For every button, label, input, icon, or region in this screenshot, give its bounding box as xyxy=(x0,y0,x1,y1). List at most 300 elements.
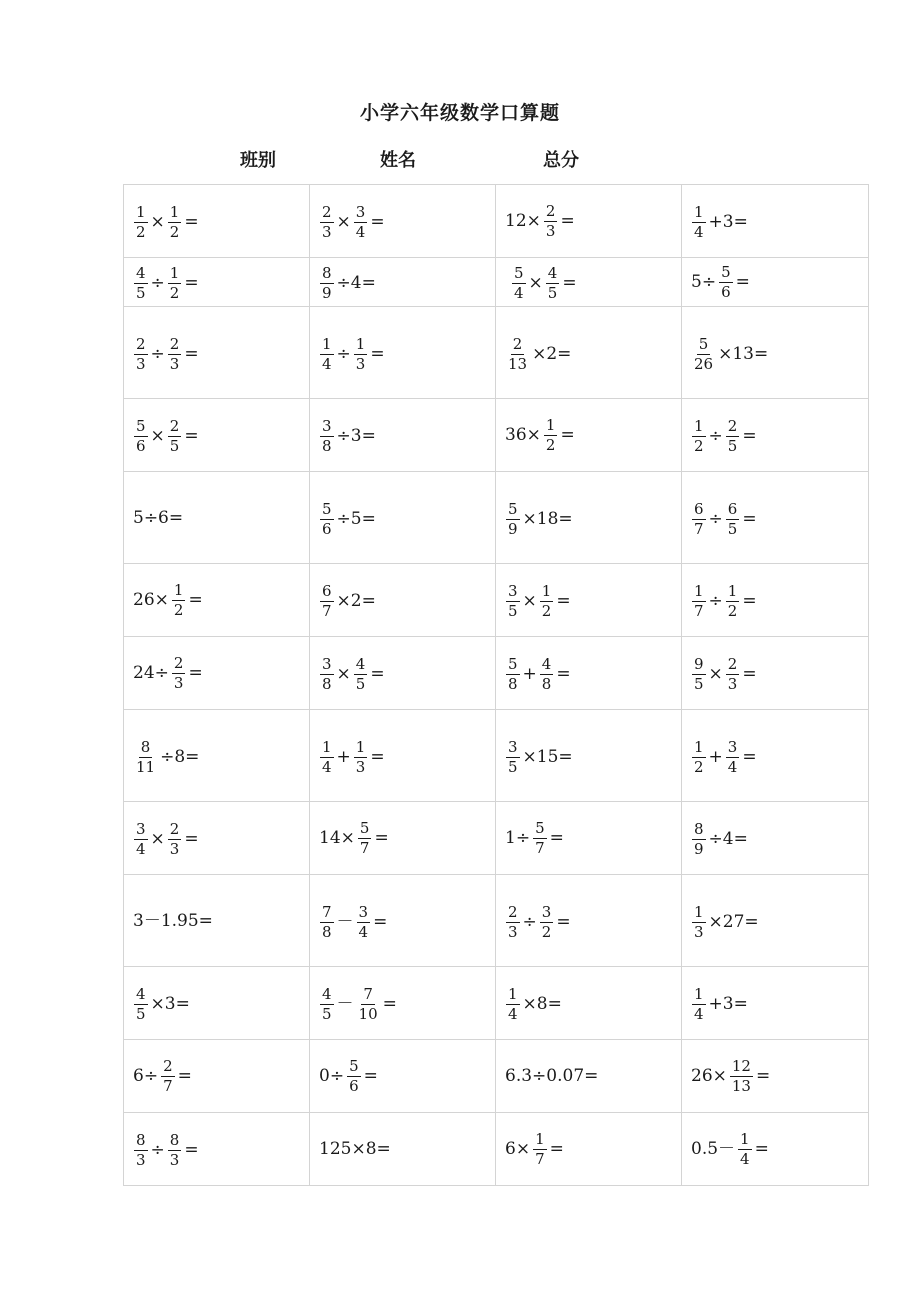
arithmetic-expression xyxy=(504,737,574,776)
problem-cell xyxy=(124,710,310,802)
fraction xyxy=(320,657,334,692)
fraction-denominator: 6 xyxy=(322,519,332,538)
arithmetic-expression xyxy=(504,201,576,240)
expression-text: × xyxy=(522,591,537,611)
problem-cell xyxy=(496,1113,682,1186)
fraction xyxy=(692,205,706,240)
problem-cell xyxy=(124,399,310,472)
fraction-denominator: 7 xyxy=(359,838,370,857)
expression-text: = xyxy=(184,829,199,849)
expression-text: = xyxy=(742,426,757,446)
fraction-numerator: 5 xyxy=(721,262,731,281)
expression-text: = xyxy=(184,212,199,232)
arithmetic-expression xyxy=(132,419,200,454)
fraction xyxy=(738,1129,752,1168)
fraction-numerator: 3 xyxy=(136,820,146,838)
expression-text: ÷ xyxy=(708,591,723,611)
fraction-denominator: 6 xyxy=(721,282,731,301)
fraction-denominator: 3 xyxy=(169,354,180,373)
expression-text: 5÷ xyxy=(691,271,717,292)
fraction-denominator: 5 xyxy=(727,519,738,538)
expression-text: = xyxy=(382,994,397,1014)
fraction-denominator: 4 xyxy=(508,1005,518,1023)
fraction xyxy=(726,499,740,538)
fraction xyxy=(512,266,526,301)
fraction xyxy=(506,902,520,941)
fraction-denominator: 7 xyxy=(694,602,704,620)
arithmetic-expression xyxy=(690,262,751,301)
problem-cell xyxy=(496,710,682,802)
fraction xyxy=(546,266,560,301)
fraction-denominator: 7 xyxy=(322,602,332,620)
problem-cell xyxy=(124,637,310,710)
arithmetic-expression xyxy=(504,657,572,692)
fraction-numerator: 1 xyxy=(322,334,332,353)
fraction-numerator: 3 xyxy=(322,417,332,435)
problem-row xyxy=(124,185,869,258)
fraction-numerator: 3 xyxy=(541,902,552,921)
expression-text: ÷ xyxy=(522,911,537,932)
fraction-denominator: 8 xyxy=(508,675,518,693)
arithmetic-expression xyxy=(690,334,769,373)
fraction xyxy=(533,1129,547,1168)
fraction-numerator: 1 xyxy=(694,203,704,221)
problem-row xyxy=(124,967,869,1040)
fraction-numerator: 2 xyxy=(322,203,332,221)
fraction xyxy=(134,266,148,301)
problem-cell xyxy=(310,564,496,637)
fraction xyxy=(506,987,520,1022)
fraction-denominator: 3 xyxy=(727,675,738,693)
fraction xyxy=(320,419,334,454)
expression-text: = xyxy=(549,1138,564,1159)
expression-text: = xyxy=(177,1065,192,1086)
arithmetic-expression xyxy=(318,1141,392,1158)
expression-text: 5÷6= xyxy=(133,507,184,528)
problem-cell xyxy=(124,1113,310,1186)
fraction xyxy=(354,205,368,240)
problem-row xyxy=(124,258,869,307)
fraction-denominator: 7 xyxy=(163,1076,173,1095)
arithmetic-expression xyxy=(504,334,572,373)
expression-text: ÷5= xyxy=(336,508,376,529)
fraction xyxy=(320,987,334,1022)
fraction xyxy=(692,902,706,941)
expression-text: 3－1.95= xyxy=(133,910,213,931)
expression-text: = xyxy=(374,827,389,848)
fraction-numerator: 5 xyxy=(508,655,518,673)
arithmetic-expression xyxy=(690,822,749,857)
problem-row xyxy=(124,472,869,564)
fraction-numerator: 1 xyxy=(169,203,180,221)
problem-cell xyxy=(682,637,869,710)
expression-text: ÷ xyxy=(150,1140,165,1160)
fraction-denominator: 5 xyxy=(136,1005,146,1023)
arithmetic-expression xyxy=(318,584,377,619)
problem-cell xyxy=(310,875,496,967)
fraction-denominator: 4 xyxy=(514,284,524,302)
problem-cell xyxy=(124,1040,310,1113)
problem-cell xyxy=(124,802,310,875)
arithmetic-expression xyxy=(132,1133,200,1168)
fraction-denominator: 9 xyxy=(322,284,332,302)
arithmetic-expression xyxy=(318,987,398,1022)
expression-text: = xyxy=(363,1065,378,1086)
fraction xyxy=(540,584,554,619)
fraction-denominator: 4 xyxy=(136,840,146,858)
fraction xyxy=(726,737,740,776)
expression-text: 24÷ xyxy=(133,662,169,683)
fraction-numerator: 7 xyxy=(322,902,332,921)
arithmetic-expression xyxy=(318,818,390,857)
expression-text: = xyxy=(742,664,757,684)
fraction xyxy=(168,266,182,301)
expression-text: － xyxy=(336,994,354,1014)
expression-text: = xyxy=(556,664,571,684)
fraction-numerator: 3 xyxy=(727,737,738,756)
fraction-denominator: 7 xyxy=(694,519,704,538)
fraction-denominator: 11 xyxy=(136,757,156,776)
expression-text: ×3= xyxy=(150,994,190,1014)
fraction-numerator: 5 xyxy=(698,334,709,353)
fraction-numerator: 2 xyxy=(136,334,146,353)
problem-row xyxy=(124,637,869,710)
arithmetic-expression xyxy=(504,902,572,941)
fraction-denominator: 6 xyxy=(136,437,146,455)
fraction xyxy=(506,657,520,692)
fraction-numerator: 4 xyxy=(136,264,146,282)
fraction xyxy=(506,334,529,373)
fraction-denominator: 2 xyxy=(169,223,180,241)
fraction-numerator: 4 xyxy=(136,985,146,1003)
fraction xyxy=(726,584,740,619)
fraction-denominator: 13 xyxy=(731,1076,751,1095)
fraction-numerator: 1 xyxy=(355,737,366,756)
expression-text: = xyxy=(562,273,577,293)
problem-cell xyxy=(496,185,682,258)
arithmetic-expression xyxy=(132,1056,193,1095)
fraction-denominator: 5 xyxy=(508,757,518,776)
problem-cell xyxy=(310,710,496,802)
fraction-numerator: 1 xyxy=(541,582,552,600)
fraction-denominator: 4 xyxy=(727,757,738,776)
problem-cell xyxy=(310,967,496,1040)
expression-text: = xyxy=(755,1065,771,1086)
expression-text: × xyxy=(708,664,723,684)
problem-cell xyxy=(682,399,869,472)
page-title: 小学六年级数学口算题 xyxy=(359,102,560,124)
problem-cell xyxy=(310,1040,496,1113)
fraction xyxy=(172,653,186,692)
fraction-numerator: 1 xyxy=(169,264,180,282)
expression-text: = xyxy=(556,911,571,932)
expression-text: ×2= xyxy=(532,343,572,364)
fraction xyxy=(320,334,334,373)
fraction-denominator: 4 xyxy=(322,354,332,373)
arithmetic-expression xyxy=(318,205,386,240)
expression-text: + xyxy=(522,664,537,684)
fraction-denominator: 4 xyxy=(355,223,366,241)
fraction xyxy=(354,737,368,776)
fraction xyxy=(692,419,706,454)
problem-cell xyxy=(124,967,310,1040)
arithmetic-expression xyxy=(504,499,574,538)
fraction-denominator: 3 xyxy=(545,221,556,240)
fraction-denominator: 5 xyxy=(322,1005,332,1023)
expression-text: ÷4= xyxy=(336,273,376,293)
arithmetic-expression xyxy=(132,580,204,619)
arithmetic-expression xyxy=(690,987,749,1022)
fraction-denominator: 7 xyxy=(535,1149,545,1168)
problem-cell xyxy=(310,1113,496,1186)
expression-text: = xyxy=(184,426,199,446)
fraction-numerator: 3 xyxy=(508,737,518,756)
arithmetic-expression xyxy=(132,334,200,373)
expression-text: ÷4= xyxy=(708,829,748,849)
fraction xyxy=(134,205,148,240)
expression-text: ÷8= xyxy=(160,746,200,767)
expression-text: = xyxy=(742,591,757,611)
fraction xyxy=(692,987,706,1022)
arithmetic-expression xyxy=(318,266,377,301)
arithmetic-expression xyxy=(132,205,200,240)
problem-cell xyxy=(682,710,869,802)
fraction xyxy=(320,737,334,776)
arithmetic-expression xyxy=(318,334,386,373)
arithmetic-expression xyxy=(690,657,758,692)
fraction-denominator: 6 xyxy=(349,1076,359,1095)
fraction xyxy=(168,205,182,240)
problem-cell xyxy=(682,472,869,564)
expression-text: ×27= xyxy=(708,911,759,932)
expression-text: = xyxy=(184,273,199,293)
arithmetic-expression xyxy=(132,987,191,1022)
fraction-numerator: 2 xyxy=(163,1056,173,1075)
expression-text: ×15= xyxy=(522,746,573,767)
expression-text: × xyxy=(336,664,351,684)
expression-text: = xyxy=(549,827,564,848)
fraction xyxy=(692,499,706,538)
fraction-denominator: 2 xyxy=(545,435,556,454)
expression-text: = xyxy=(556,591,571,611)
arithmetic-expression xyxy=(504,1129,565,1168)
fraction xyxy=(692,584,706,619)
fraction-numerator: 2 xyxy=(169,334,180,353)
fraction-numerator: 1 xyxy=(545,415,556,434)
fraction xyxy=(320,584,334,619)
problem-cell xyxy=(496,564,682,637)
fraction-numerator: 4 xyxy=(355,655,366,673)
fraction-denominator: 3 xyxy=(169,840,180,858)
expression-text: = xyxy=(370,343,385,364)
fraction-numerator: 8 xyxy=(136,1131,146,1149)
expression-text: = xyxy=(742,746,757,767)
arithmetic-expression xyxy=(690,1056,771,1095)
fraction xyxy=(320,205,334,240)
fraction xyxy=(540,657,554,692)
fraction xyxy=(134,822,148,857)
fraction-denominator: 4 xyxy=(694,223,704,241)
problem-row xyxy=(124,875,869,967)
fraction xyxy=(134,987,148,1022)
fraction-denominator: 2 xyxy=(694,757,704,776)
problem-cell xyxy=(310,399,496,472)
fraction-numerator: 1 xyxy=(694,417,704,435)
arithmetic-expression xyxy=(132,266,200,301)
expression-text: ÷ xyxy=(336,343,351,364)
fraction-denominator: 3 xyxy=(694,922,704,941)
fraction-denominator: 5 xyxy=(355,675,366,693)
fraction-denominator: 3 xyxy=(355,757,366,776)
problem-cell xyxy=(496,258,682,307)
fraction xyxy=(692,657,706,692)
arithmetic-expression xyxy=(318,419,377,454)
fraction-numerator: 1 xyxy=(740,1129,750,1148)
fraction xyxy=(172,580,186,619)
fraction-denominator: 8 xyxy=(322,922,332,941)
fraction-numerator: 8 xyxy=(169,1131,180,1149)
fraction-denominator: 2 xyxy=(694,437,704,455)
expression-text: × xyxy=(150,212,165,232)
expression-text: × xyxy=(150,829,165,849)
problem-cell xyxy=(682,307,869,399)
fraction-numerator: 3 xyxy=(322,655,332,673)
problem-cell xyxy=(682,967,869,1040)
fraction-denominator: 3 xyxy=(508,922,518,941)
problem-cell xyxy=(310,258,496,307)
problem-cell xyxy=(124,472,310,564)
fraction-numerator: 5 xyxy=(508,499,518,518)
fraction-numerator: 3 xyxy=(508,582,518,600)
arithmetic-expression xyxy=(132,653,204,692)
problem-cell xyxy=(124,875,310,967)
expression-text: 1÷ xyxy=(505,827,531,848)
fraction xyxy=(320,266,334,301)
arithmetic-expression xyxy=(504,415,576,454)
problem-row xyxy=(124,802,869,875)
problem-cell xyxy=(124,185,310,258)
fraction-denominator: 9 xyxy=(694,840,704,858)
fraction-numerator: 1 xyxy=(535,1129,545,1148)
arithmetic-expression xyxy=(690,737,758,776)
expression-text: × xyxy=(336,212,351,232)
expression-text: 6.3÷0.07= xyxy=(505,1066,599,1086)
fraction-denominator: 13 xyxy=(508,354,528,373)
arithmetic-expression xyxy=(504,1068,599,1085)
fraction-numerator: 5 xyxy=(349,1056,359,1075)
expression-text: ÷ xyxy=(708,426,723,446)
expression-text: = xyxy=(754,1138,769,1159)
fraction-numerator: 6 xyxy=(694,499,704,518)
problem-cell xyxy=(124,307,310,399)
fraction xyxy=(357,902,371,941)
expression-text: 36× xyxy=(505,424,541,445)
expression-text: = xyxy=(370,746,385,767)
expression-text: = xyxy=(560,210,575,231)
fraction xyxy=(161,1056,175,1095)
fraction-denominator: 5 xyxy=(136,284,146,302)
fraction-numerator: 8 xyxy=(694,820,704,838)
problem-row xyxy=(124,1040,869,1113)
expression-text: = xyxy=(184,343,199,364)
fraction-numerator: 1 xyxy=(694,737,704,756)
fraction xyxy=(134,1133,148,1168)
problem-row xyxy=(124,1113,869,1186)
fraction xyxy=(168,822,182,857)
problem-cell xyxy=(682,564,869,637)
problem-row xyxy=(124,307,869,399)
problem-cell xyxy=(310,307,496,399)
arithmetic-expression xyxy=(318,902,388,941)
expression-text: + xyxy=(336,746,351,767)
fraction xyxy=(533,818,547,857)
fraction-denominator: 9 xyxy=(508,519,518,538)
fraction xyxy=(719,262,733,301)
fraction-numerator: 1 xyxy=(173,580,184,599)
fraction-denominator: 2 xyxy=(727,602,738,620)
problem-cell xyxy=(124,258,310,307)
fraction-denominator: 5 xyxy=(547,284,558,302)
expression-text: = xyxy=(370,664,385,684)
arithmetic-expression xyxy=(690,1129,770,1168)
arithmetic-expression xyxy=(690,205,749,240)
fraction-numerator: 1 xyxy=(694,582,704,600)
fraction-numerator: 2 xyxy=(727,417,738,435)
arithmetic-expression xyxy=(132,737,200,776)
expression-text: = xyxy=(188,662,203,683)
fraction-denominator: 4 xyxy=(694,1005,704,1023)
expression-text: = xyxy=(560,424,575,445)
fraction-numerator: 5 xyxy=(535,818,545,837)
expression-text: 26× xyxy=(691,1065,727,1086)
problem-cell xyxy=(682,185,869,258)
fraction-denominator: 5 xyxy=(694,675,704,693)
fraction xyxy=(358,818,372,857)
fraction-denominator: 2 xyxy=(173,600,184,619)
fraction-numerator: 1 xyxy=(322,737,332,756)
expression-text: + xyxy=(708,746,723,767)
fraction-denominator: 2 xyxy=(136,223,146,241)
problem-table xyxy=(123,184,869,1186)
problem-cell xyxy=(310,185,496,258)
fraction-numerator: 8 xyxy=(322,264,332,282)
problem-row xyxy=(124,710,869,802)
fraction-denominator: 2 xyxy=(541,602,552,620)
fraction xyxy=(540,902,554,941)
problem-cell xyxy=(310,472,496,564)
fraction xyxy=(168,334,182,373)
expression-text: × xyxy=(150,426,165,446)
fraction-numerator: 2 xyxy=(512,334,523,353)
expression-text: 0÷ xyxy=(319,1065,345,1086)
fraction xyxy=(506,584,520,619)
fraction-denominator: 4 xyxy=(740,1149,750,1168)
expression-text: － xyxy=(336,911,354,932)
expression-text: 125×8= xyxy=(319,1139,391,1159)
fraction-numerator: 7 xyxy=(363,985,373,1003)
fraction-numerator: 4 xyxy=(547,264,558,282)
arithmetic-expression xyxy=(510,266,578,301)
problem-cell xyxy=(310,802,496,875)
expression-text: ÷ xyxy=(708,508,723,529)
arithmetic-expression xyxy=(318,1056,379,1095)
fraction-numerator: 3 xyxy=(355,203,366,221)
expression-text: ÷3= xyxy=(336,426,376,446)
fraction-denominator: 3 xyxy=(136,1151,146,1169)
fraction xyxy=(134,737,157,776)
fraction-numerator: 1 xyxy=(355,334,366,353)
arithmetic-expression xyxy=(504,584,572,619)
